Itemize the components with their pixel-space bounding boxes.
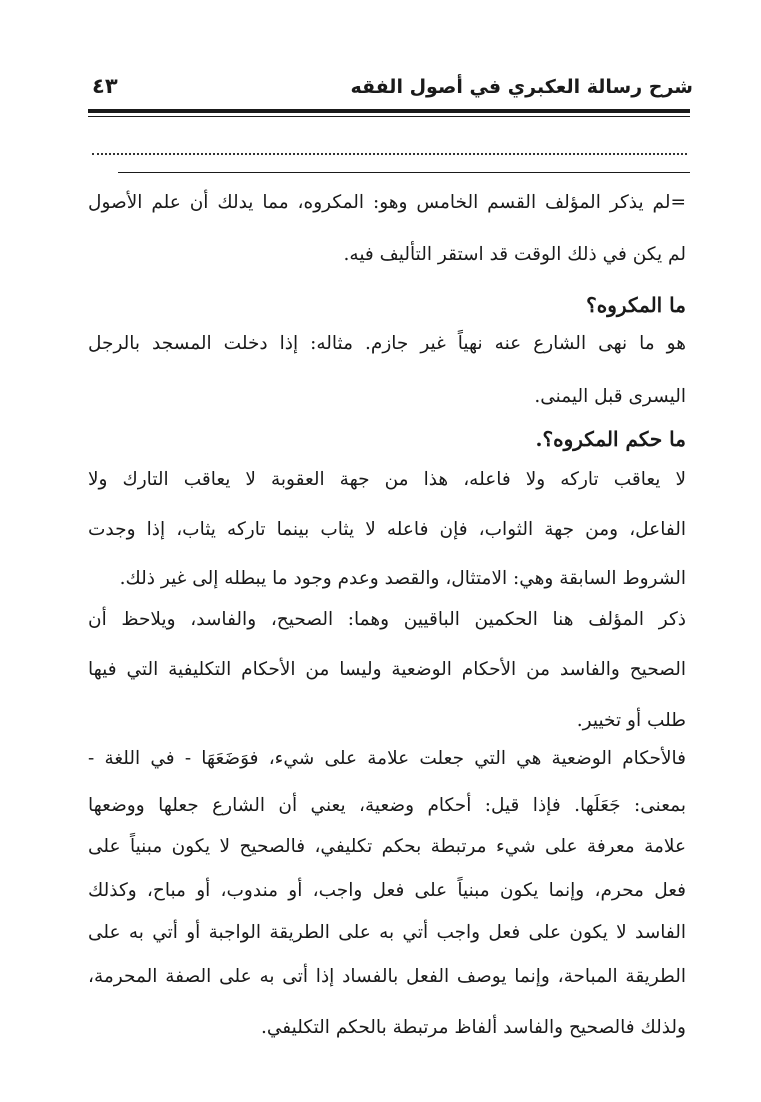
dotted-separator (92, 153, 687, 155)
text-line-2: لم يكن في ذلك الوقت قد استقر التأليف فيه. (343, 244, 686, 265)
header-rule-thin (88, 116, 690, 117)
text-line-13: فالأحكام الوضعية هي التي جعلت علامة على شيء، فوَضَعَهَا - في اللغة - (88, 748, 686, 769)
text-line-8: الفاعل، ومن جهة الثواب، فإن فاعله لا يثاب بينما تاركه يثاب، إذا وجدت (88, 519, 686, 540)
text-line-12: طلب أو تخيير. (576, 710, 686, 731)
section-heading-what-is-makruh: ما المكروه؟ (586, 293, 686, 317)
text-line-16: فعل محرم، وإنما يكون مبنياً على فعل واجب، أو مندوب، أو مباح، وكذلك (88, 880, 686, 901)
text-line-17: الفاسد لا يكون على فعل واجب أتي به على الطريقة الواجبة أو أتي به على (88, 922, 686, 943)
text-line-7: لا يعاقب تاركه ولا فاعله، هذا من جهة العقوبة لا يعاقب التارك ولا (88, 469, 686, 490)
text-line-4: هو ما نهى الشارع عنه نهياً غير جازم. مثاله: إذا دخلت المسجد بالرجل (88, 333, 686, 354)
page-number: ٤٣ (92, 74, 118, 98)
text-line-14: بمعنى: جَعَلَها. فإذا قيل: أحكام وضعية، يعني أن الشارع جعلها ووضعها (88, 795, 686, 816)
text-line-15: علامة معرفة على شيء مرتبطة بحكم تكليفي، فالصحيح لا يكون مبنياً على (88, 836, 686, 857)
text-line-1: =لم يذكر المؤلف القسم الخامس وهو: المكروه، مما يدلك أن علم الأصول (88, 192, 686, 213)
section-heading-makruh-ruling: ما حكم المكروه؟. (535, 427, 686, 451)
text-line-11: الصحيح والفاسد من الأحكام الوضعية وليسا من الأحكام التكليفية التي فيها (88, 659, 686, 680)
text-line-10: ذكر المؤلف هنا الحكمين الباقيين وهما: الصحيح، والفاسد، ويلاحظ أن (88, 609, 686, 630)
running-header-title: شرح رسالة العكبري في أصول الفقه (350, 76, 693, 98)
header-rule-thick (88, 109, 690, 113)
text-line-19: ولذلك فالصحيح والفاسد ألفاظ مرتبطة بالحكم التكليفي. (261, 1017, 686, 1038)
text-line-18: الطريقة المباحة، وإنما يوصف الفعل بالفساد إذا أتى به على الصفة المحرمة، (88, 966, 686, 987)
footnote-rule (118, 172, 690, 173)
text-line-5: اليسرى قبل اليمنى. (534, 386, 686, 407)
text-line-9: الشروط السابقة وهي: الامتثال، والقصد وعدم وجود ما يبطله إلى غير ذلك. (119, 568, 686, 589)
